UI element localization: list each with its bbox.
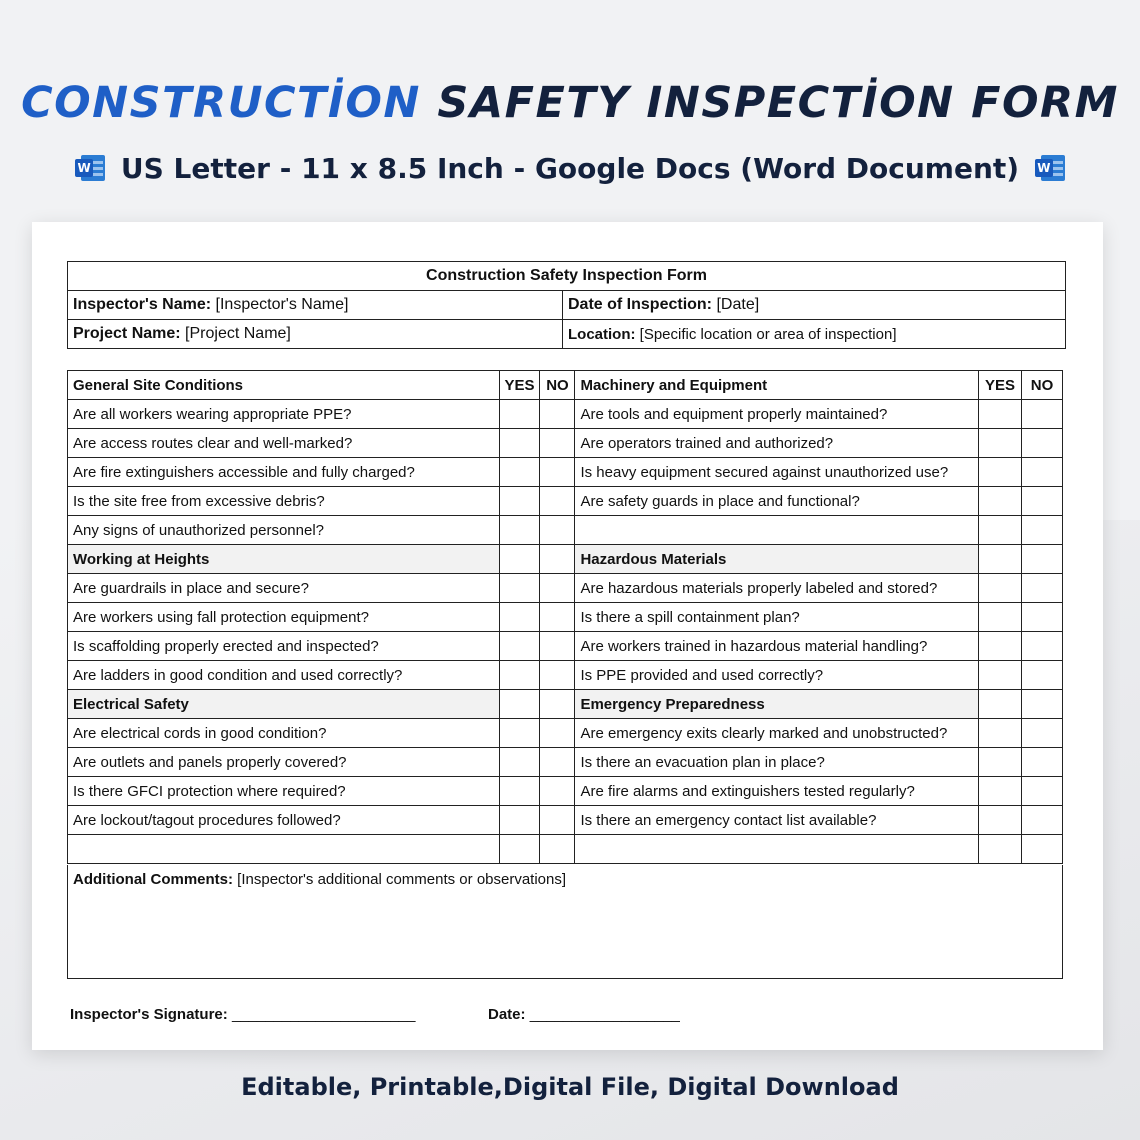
yes-column-header: YES [979,371,1022,400]
table-row [68,835,1063,864]
yes-checkbox-cell[interactable] [979,458,1022,487]
no-checkbox-cell[interactable] [540,574,575,603]
section-row [68,545,1063,574]
project-name-value: [Project Name] [185,325,291,342]
checklist-body [68,400,1063,864]
no-checkbox-cell[interactable] [540,458,575,487]
banner-subtitle-text: US Letter - 11 x 8.5 Inch - Google Docs (Word Document) [120,152,1020,185]
no-checkbox-cell[interactable] [1021,690,1062,719]
table-row [68,748,1063,777]
no-column-header: NO [540,371,575,400]
yes-checkbox-cell[interactable] [499,545,540,574]
yes-checkbox-cell[interactable] [979,487,1022,516]
inspector-name-value: [Inspector's Name] [215,296,349,313]
yes-checkbox-cell[interactable] [499,400,540,429]
checklist-question: Are workers trained in hazardous material handling? [575,632,979,661]
table-row [68,777,1063,806]
signature-date-line: __________________ [529,1006,680,1023]
checklist-question: Are fire alarms and extinguishers tested regularly? [575,777,979,806]
no-checkbox-cell[interactable] [1021,429,1062,458]
checklist-question: Are all workers wearing appropriate PPE? [68,400,500,429]
checklist-question: Are workers using fall protection equipment? [68,603,500,632]
form-header-table [67,261,1066,349]
no-column-header: NO [1021,371,1062,400]
checklist-question: Is heavy equipment secured against unauthorized use? [575,458,979,487]
checklist-table [67,370,1063,864]
section-heading: Hazardous Materials [575,545,979,574]
yes-checkbox-cell[interactable] [499,487,540,516]
no-checkbox-cell[interactable] [540,719,575,748]
no-checkbox-cell[interactable] [1021,458,1062,487]
additional-comments-value: [Inspector's additional comments or observations] [237,871,567,888]
no-checkbox-cell[interactable] [540,690,575,719]
yes-checkbox-cell[interactable] [979,400,1022,429]
no-checkbox-cell[interactable] [1021,835,1062,864]
yes-checkbox-cell[interactable] [499,806,540,835]
yes-checkbox-cell[interactable] [979,748,1022,777]
table-row [68,516,1063,545]
checklist-question: Are lockout/tagout procedures followed? [68,806,500,835]
no-checkbox-cell[interactable] [540,806,575,835]
yes-column-header: YES [499,371,540,400]
yes-checkbox-cell[interactable] [979,545,1022,574]
yes-checkbox-cell[interactable] [499,777,540,806]
no-checkbox-cell[interactable] [540,835,575,864]
table-row [68,458,1063,487]
form-page [32,222,1103,1050]
table-row [68,661,1063,690]
yes-checkbox-cell[interactable] [499,429,540,458]
checklist-question: Is there an emergency contact list available? [575,806,979,835]
word-doc-icon: W [75,155,105,181]
yes-checkbox-cell[interactable] [499,835,540,864]
yes-checkbox-cell[interactable] [979,574,1022,603]
general-site-conditions-header: General Site Conditions [68,371,500,400]
table-row [68,806,1063,835]
no-checkbox-cell[interactable] [1021,400,1062,429]
section-heading: Working at Heights [68,545,500,574]
checklist-question: Are outlets and panels properly covered? [68,748,500,777]
inspection-date-label: Date of Inspection: [568,296,713,313]
checklist-question: Are safety guards in place and functional? [575,487,979,516]
table-row [68,719,1063,748]
checklist-question: Are guardrails in place and secure? [68,574,500,603]
no-checkbox-cell[interactable] [1021,574,1062,603]
no-checkbox-cell[interactable] [1021,632,1062,661]
checklist-question: Is there a spill containment plan? [575,603,979,632]
signature-date-label: Date: [488,1006,526,1023]
additional-comments-box[interactable] [67,865,1063,979]
yes-checkbox-cell[interactable] [499,516,540,545]
yes-checkbox-cell[interactable] [499,661,540,690]
yes-checkbox-cell[interactable] [979,719,1022,748]
section-row [68,690,1063,719]
yes-checkbox-cell[interactable] [979,429,1022,458]
yes-checkbox-cell[interactable] [499,748,540,777]
yes-checkbox-cell[interactable] [979,835,1022,864]
checklist-question: Are ladders in good condition and used correctly? [68,661,500,690]
section-heading: Emergency Preparedness [575,690,979,719]
yes-checkbox-cell[interactable] [979,777,1022,806]
no-checkbox-cell[interactable] [540,400,575,429]
no-checkbox-cell[interactable] [540,603,575,632]
project-name-label: Project Name: [73,325,181,342]
no-checkbox-cell[interactable] [540,661,575,690]
section-heading: Electrical Safety [68,690,500,719]
yes-checkbox-cell[interactable] [499,603,540,632]
no-checkbox-cell[interactable] [540,632,575,661]
table-row [68,400,1063,429]
yes-checkbox-cell[interactable] [499,574,540,603]
form-title: Construction Safety Inspection Form [68,262,1066,291]
inspector-signature-field[interactable] [70,1006,415,1023]
checklist-question [575,835,979,864]
signature-date-field[interactable] [488,1006,680,1023]
no-checkbox-cell[interactable] [1021,661,1062,690]
no-checkbox-cell[interactable] [1021,719,1062,748]
yes-checkbox-cell[interactable] [499,632,540,661]
no-checkbox-cell[interactable] [1021,516,1062,545]
yes-checkbox-cell[interactable] [979,516,1022,545]
signature-line: ______________________ [231,1006,416,1023]
banner-footer: Editable, Printable,Digital File, Digital Download [241,1073,899,1101]
banner-title-part2: SAFETY INSPECTİON FORM [437,78,1119,128]
table-row [68,632,1063,661]
no-checkbox-cell[interactable] [540,777,575,806]
checklist-question: Are emergency exits clearly marked and unobstructed? [575,719,979,748]
inspection-date-value: [Date] [716,296,760,313]
no-checkbox-cell[interactable] [1021,806,1062,835]
no-checkbox-cell[interactable] [540,748,575,777]
checklist-question: Are operators trained and authorized? [575,429,979,458]
no-checkbox-cell[interactable] [1021,748,1062,777]
table-row [68,574,1063,603]
no-checkbox-cell[interactable] [1021,487,1062,516]
word-doc-icon: W [1035,155,1065,181]
banner-title-part1: CONSTRUCTİON [21,78,421,128]
table-row [68,429,1063,458]
checklist-question: Is there an evacuation plan in place? [575,748,979,777]
checklist-question: Are tools and equipment properly maintained? [575,400,979,429]
checklist-question: Are fire extinguishers accessible and fully charged? [68,458,500,487]
checklist-question [68,835,500,864]
signature-label: Inspector's Signature: [70,1006,228,1023]
yes-checkbox-cell[interactable] [979,603,1022,632]
checklist-question: Is PPE provided and used correctly? [575,661,979,690]
checklist-question [575,516,979,545]
no-checkbox-cell[interactable] [1021,603,1062,632]
checklist-question: Are hazardous materials properly labeled and stored? [575,574,979,603]
yes-checkbox-cell[interactable] [499,690,540,719]
checklist-question: Are electrical cords in good condition? [68,719,500,748]
yes-checkbox-cell[interactable] [979,632,1022,661]
checklist-question: Is there GFCI protection where required? [68,777,500,806]
no-checkbox-cell[interactable] [1021,777,1062,806]
no-checkbox-cell[interactable] [540,429,575,458]
project-name-field[interactable] [68,320,563,349]
location-label: Location: [568,325,636,343]
yes-checkbox-cell[interactable] [499,719,540,748]
banner-subtitle [0,152,1140,185]
checklist-question: Are access routes clear and well-marked? [68,429,500,458]
checklist-question: Is scaffolding properly erected and inspected? [68,632,500,661]
yes-checkbox-cell[interactable] [979,690,1022,719]
inspection-date-field[interactable] [563,291,1066,320]
no-checkbox-cell[interactable] [540,516,575,545]
yes-checkbox-cell[interactable] [979,661,1022,690]
location-field[interactable] [563,320,1066,349]
location-value: [Specific location or area of inspection] [639,325,897,343]
inspector-name-field[interactable] [68,291,563,320]
checklist-question: Is the site free from excessive debris? [68,487,500,516]
banner-title [0,78,1140,128]
yes-checkbox-cell[interactable] [499,458,540,487]
no-checkbox-cell[interactable] [1021,545,1062,574]
additional-comments-label: Additional Comments: [73,871,233,888]
machinery-equipment-header: Machinery and Equipment [575,371,979,400]
yes-checkbox-cell[interactable] [979,806,1022,835]
table-row [68,487,1063,516]
table-row [68,603,1063,632]
no-checkbox-cell[interactable] [540,545,575,574]
no-checkbox-cell[interactable] [540,487,575,516]
checklist-question: Any signs of unauthorized personnel? [68,516,500,545]
inspector-name-label: Inspector's Name: [73,296,212,313]
